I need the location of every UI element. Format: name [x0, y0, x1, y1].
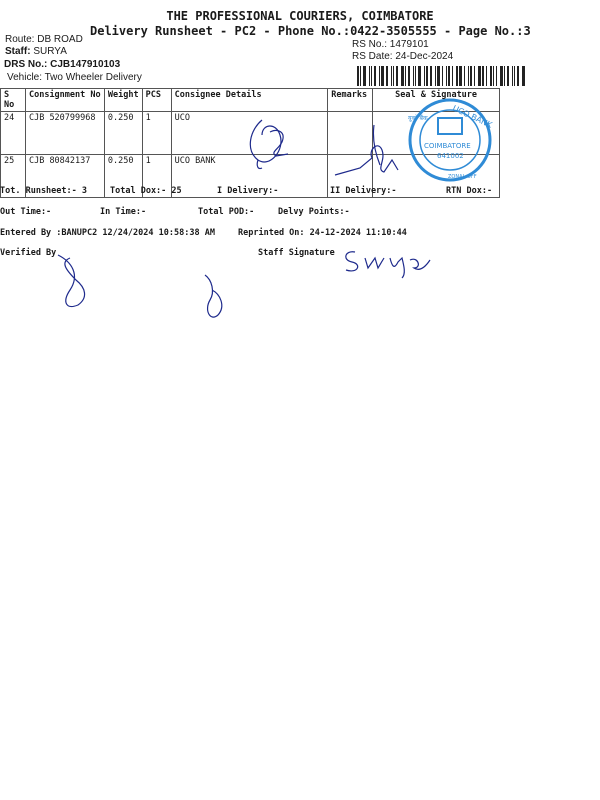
reprinted-on: Reprinted On: 24-12-2024 11:10:44	[238, 228, 407, 238]
runsheet-title: Delivery Runsheet - PC2 - Phone No.:0422-3505555 - Page No.:3	[90, 24, 531, 38]
total-dox: Total Dox:- 25	[110, 186, 182, 196]
ink-overlay	[0, 0, 600, 320]
staff-label: Staff:	[5, 46, 31, 57]
rs-number: RS No.: 1479101	[352, 39, 429, 50]
vehicle-info: Vehicle: Two Wheeler Delivery	[7, 72, 142, 83]
ii-delivery: II Delivery:-	[330, 186, 397, 196]
in-time: In Time:-	[100, 207, 147, 217]
row-weight: 0.250	[104, 112, 142, 155]
stamp-hindi: यूको बैंक	[408, 115, 428, 122]
company-title: THE PROFESSIONAL COURIERS, COIMBATORE	[166, 9, 434, 23]
i-delivery: I Delivery:-	[217, 186, 279, 196]
col-weight: Weight	[104, 89, 142, 112]
row-consignee: UCO	[171, 112, 328, 155]
delvy-points: Delvy Points:-	[278, 207, 350, 217]
stamp-bank-text: UCO BANK	[451, 103, 494, 130]
entered-by: Entered By :BANUPC2 12/24/2024 10:58:38 AM	[0, 228, 215, 238]
row-consignment: CJB 520799968	[25, 112, 104, 155]
staff-value: SURYA	[33, 46, 67, 57]
col-consignee: Consignee Details	[171, 89, 328, 112]
row-pcs: 1	[142, 155, 171, 198]
drs-value: CJB147910103	[50, 59, 121, 70]
row-sno: 24	[1, 112, 26, 155]
row-sno: 25	[1, 155, 26, 198]
col-seal: Seal & Signature	[373, 89, 500, 112]
col-pcs: PCS	[142, 89, 171, 112]
row-weight: 0.250	[104, 155, 142, 198]
drs-label: DRS No.:	[4, 59, 48, 70]
consignee-initials-icon	[250, 120, 288, 169]
col-sno: S No	[1, 89, 26, 112]
rtn-dox: RTN Dox:-	[446, 186, 493, 196]
row-consignee: UCO BANK	[171, 155, 328, 198]
stamp-city: COIMBATORE	[424, 142, 471, 150]
stamp-zonal: ZONAL OFF	[448, 174, 477, 180]
tot-runsheet: Tot. Runsheet:- 3	[0, 186, 87, 196]
verified-initials-icon	[58, 255, 222, 317]
row-consignment: CJB 80842137	[25, 155, 104, 198]
route-info: Route: DB ROAD	[5, 34, 83, 45]
total-pod: Total POD:-	[198, 207, 255, 217]
receiver-signature-icon	[335, 125, 398, 175]
row-pcs: 1	[142, 112, 171, 155]
col-remarks: Remarks	[328, 89, 373, 112]
staff-signature-label: Staff Signature	[258, 248, 335, 258]
rs-date: RS Date: 24-Dec-2024	[352, 51, 454, 62]
staff-signature-icon	[346, 252, 430, 278]
uco-bank-stamp-icon	[408, 100, 494, 180]
out-time: Out Time:-	[0, 207, 52, 217]
col-consignment: Consignment No	[25, 89, 104, 112]
stamp-pin: 641002	[437, 152, 464, 160]
verified-by-label: Verified By	[0, 248, 57, 258]
